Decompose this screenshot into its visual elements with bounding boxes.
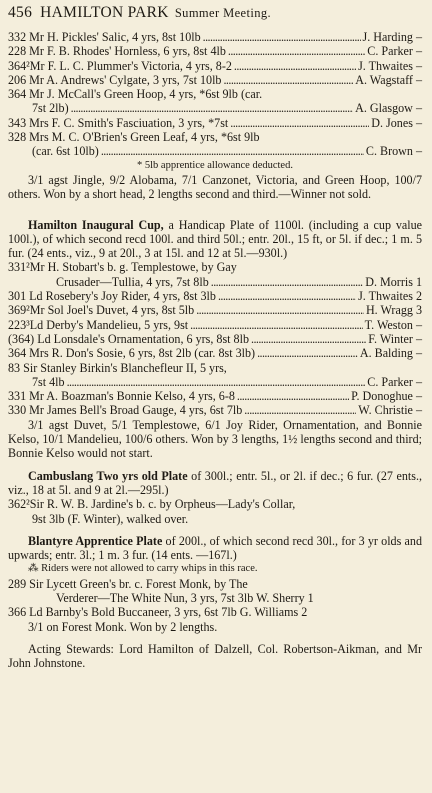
entry-text: 301 Ld Rosebery's Joy Rider, 4 yrs, 8st 3lb <box>8 289 216 304</box>
entry-jockey: A. Glasgow – <box>355 101 422 116</box>
dot-leader <box>251 332 366 346</box>
race3-title: Cambuslang Two yrs old Plate <box>28 468 188 483</box>
entry-jockey: A. Wagstaff – <box>355 72 422 87</box>
dot-leader <box>196 303 364 317</box>
stewards-note: Acting Stewards: Lord Hamilton of Dalzell, Col. Robertson-Aikman, and Mr John Johnstone. <box>8 641 422 671</box>
entry-jockey: H. Wragg 3 <box>365 303 422 318</box>
race4-result: 3/1 on Forest Monk. Won by 2 lengths. <box>28 619 218 634</box>
entry-line <box>8 346 422 360</box>
dot-leader <box>223 73 353 87</box>
entry-jockey: J. Thwaites – <box>358 58 422 73</box>
page-subtitle: Summer Meeting. <box>174 6 272 20</box>
entry-text: (car. 6st 10lb) <box>32 144 99 159</box>
entry-line <box>8 144 422 158</box>
race2-title: Hamilton Inaugural Cup, <box>28 217 164 232</box>
race4-title: Blantyre Apprentice Plate <box>28 533 163 548</box>
entry-line <box>8 289 422 303</box>
entry-text: 331²Mr H. Stobart's b. g. Templestowe, by Gay <box>8 260 237 275</box>
dot-leader <box>230 116 369 130</box>
entry-jockey: F. Winter – <box>368 331 422 346</box>
race3-entries <box>8 497 422 526</box>
entry-line <box>8 101 422 115</box>
entry-text: 223³Ld Derby's Mandelieu, 5 yrs, 9st <box>8 317 189 332</box>
entry-text: Crusader—Tullia, 4 yrs, 7st 8lb <box>56 274 209 289</box>
entry-line <box>8 59 422 73</box>
entry-jockey: C. Parker – <box>367 374 422 389</box>
dot-leader <box>218 289 356 303</box>
entry-jockey: C. Parker – <box>367 44 422 59</box>
page-number: 456 <box>8 4 33 21</box>
race1-result: 3/1 agst Jingle, 9/2 Alobama, 7/1 Canzonet, Victoria, and Green Hoop, 100/7 others. Won by a short head, 2 lengths second and third.—Winner not sold. <box>8 172 422 202</box>
race2-conditions: a Handicap Plate of 1100l. (including a cup value 100l.), of which second recd 100l. and third 50l.; entr. 20l., 15 ft, or 5l. if dec.; 1 m. 5 fur. (24 ents., viz., 9 at 20l., 3 at 15l. and 12 at 5l.—930l.) <box>8 217 423 261</box>
entry-text: 362²Sir R. W. B. Jardine's b. c. by Orpheus—Lady's Collar, <box>8 497 296 512</box>
race2-result: 3/1 agst Duvet, 5/1 Templestowe, 6/1 Joy Rider, Ornamentation, and Bonnie Kelso, 10/1 Mandelieu, 100/6 others. Won by 3 lengths, 1½ lengths second and third; Bonnie Kelso would not start. <box>8 417 422 461</box>
race4-heading <box>8 534 422 563</box>
entry-text: 289 Sir Lycett Green's br. c. Forest Monk, by The <box>8 576 248 591</box>
race2-heading <box>8 218 422 261</box>
entry-jockey: J. Harding – <box>362 30 422 44</box>
entry-line <box>8 116 422 130</box>
entry-text: 364 Mr J. McCall's Green Hoop, 4 yrs, *6st 9lb (car. <box>8 87 263 102</box>
entry-line <box>8 318 422 332</box>
entry-line <box>8 605 422 619</box>
entry-text: (364) Ld Lonsdale's Ornamentation, 6 yrs, 8st 8lb <box>8 331 249 346</box>
entry-jockey: C. Brown – <box>365 144 422 159</box>
entry-jockey: D. Morris 1 <box>365 274 422 289</box>
dot-leader <box>244 403 356 417</box>
entry-text: 7st 2lb) <box>32 101 69 116</box>
dot-leader <box>211 275 363 289</box>
entry-line <box>8 87 422 101</box>
entry-line <box>8 303 422 317</box>
dot-leader <box>228 44 365 58</box>
dot-leader <box>237 389 349 403</box>
entry-line <box>8 577 422 591</box>
race3-conditions: of 300l.; entr. 5l., or 2l. if dec.; 6 fur. (27 ents., viz., 18 at 5l. and 9 at 2l.—295l.) <box>8 468 422 497</box>
entry-line <box>8 44 422 58</box>
dot-leader <box>67 375 366 389</box>
entry-text: 364²Mr F. L. C. Plummer's Victoria, 4 yrs, 8-2 <box>8 58 232 73</box>
entry-line <box>8 260 422 274</box>
race2-entries <box>8 260 422 417</box>
entry-line <box>8 332 422 346</box>
entry-jockey: D. Jones – <box>371 115 422 130</box>
entry-text: 332 Mr H. Pickles' Salic, 4 yrs, 8st 10lb <box>8 30 201 44</box>
entry-text: 331 Mr A. Boazman's Bonnie Kelso, 4 yrs, 6-8 <box>8 389 235 404</box>
entry-text: 9st 3lb (F. Winter), walked over. <box>32 511 189 526</box>
dot-leader <box>234 59 356 73</box>
entry-jockey: W. Christie – <box>358 403 422 418</box>
entry-text: 328 Mrs M. C. O'Brien's Green Leaf, 4 yrs, *6st 9lb <box>8 130 260 145</box>
entry-jockey: A. Balding – <box>359 346 422 361</box>
dot-leader <box>257 346 358 360</box>
entry-text: 83 Sir Stanley Birkin's Blanchefleur II, 5 yrs, <box>8 360 227 375</box>
dot-leader <box>190 318 362 332</box>
entry-jockey: J. Thwaites 2 <box>358 289 422 304</box>
entry-line <box>8 403 422 417</box>
page-header <box>8 0 422 30</box>
entry-line <box>8 275 422 289</box>
entry-text: 364 Mrs R. Don's Sosie, 6 yrs, 8st 2lb (car. 8st 3lb) <box>8 346 256 361</box>
entry-text: 7st 4lb <box>32 374 65 389</box>
dot-leader <box>101 144 364 158</box>
race4-note: ⁂ Riders were not allowed to carry whips in this race. <box>28 563 258 575</box>
entry-text: 366 Ld Barnby's Bold Buccaneer, 3 yrs, 6st 7lb G. Williams 2 <box>8 605 308 620</box>
dot-leader <box>71 101 354 115</box>
race4-entries <box>8 577 422 620</box>
page-title: HAMILTON PARK <box>40 4 169 21</box>
entry-line <box>8 389 422 403</box>
entry-text: 228 Mr F. B. Rhodes' Hornless, 6 yrs, 8st 4lb <box>8 44 226 59</box>
entry-text: 343 Mrs F. C. Smith's Fasciuation, 3 yrs, *7st <box>8 115 229 130</box>
entry-text: 330 Mr James Bell's Broad Gauge, 4 yrs, 6st 7lb <box>8 403 243 418</box>
entry-line <box>8 591 422 605</box>
entry-line <box>8 512 422 526</box>
race1-note: * 5lb apprentice allowance deducted. <box>137 159 293 171</box>
entry-text: Verderer—The White Nun, 3 yrs, 7st 3lb W. Sherry 1 <box>56 590 314 605</box>
race1-entries <box>8 30 422 159</box>
entry-text: 369²Mr Sol Joel's Duvet, 4 yrs, 8st 5lb <box>8 303 195 318</box>
entry-jockey: T. Weston – <box>364 317 422 332</box>
race4-conditions: of 200l., of which second recd 30l., for 3 yr olds and upwards; entr. 3l.; 1 m. 3 fur. (14 ents. —167l.) <box>8 533 422 563</box>
race3-heading <box>8 469 422 498</box>
dot-leader <box>203 30 361 44</box>
entry-line <box>8 130 422 144</box>
entry-line <box>8 361 422 375</box>
entry-line <box>8 30 422 44</box>
entry-line <box>8 375 422 389</box>
entry-text: 206 Mr A. Andrews' Cylgate, 3 yrs, 7st 10lb <box>8 72 222 87</box>
entry-line <box>8 497 422 511</box>
entry-jockey: P. Donoghue – <box>351 389 422 404</box>
entry-line <box>8 73 422 87</box>
